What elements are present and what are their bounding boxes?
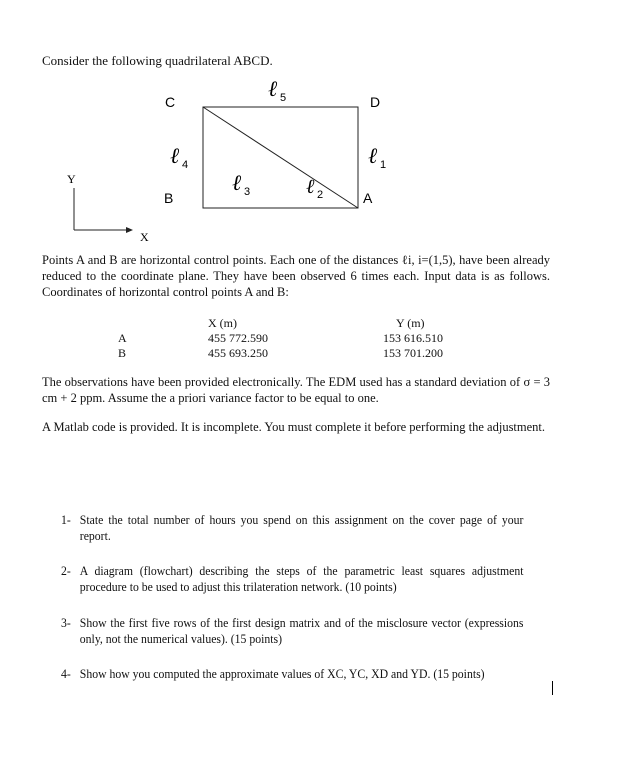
coord-header-x: X (m): [208, 316, 237, 330]
vertex-b-label: B: [164, 190, 174, 206]
task-text: Show the first five rows of the first design matrix and of the misclosure vector (expressions only, not the numerical values). (15 points): [79, 616, 524, 646]
coord-header-y: Y (m): [396, 316, 425, 330]
distance-l2-symbol: ℓ: [306, 174, 315, 198]
distance-l1-sub: 1: [380, 159, 387, 171]
coord-row-x: 455 693.250: [208, 346, 268, 360]
vertex-d-label: D: [370, 94, 381, 110]
vertex-c-label: C: [165, 94, 176, 110]
task-number: 2-: [61, 564, 71, 578]
text-cursor[interactable]: [552, 681, 553, 695]
task-text: State the total number of hours you spend on this assignment on the cover page of your report.: [79, 513, 524, 543]
task-number: 1-: [61, 513, 71, 527]
distance-l5-symbol: ℓ: [268, 77, 278, 102]
x-axis-label: X: [140, 230, 149, 244]
task-list: [61, 0, 524, 771]
distance-l3-symbol: ℓ: [232, 171, 242, 196]
coord-row-x: 455 772.590: [208, 331, 268, 345]
distance-l4-sub: 4: [182, 159, 189, 171]
distance-l4-symbol: ℓ: [170, 144, 180, 169]
coord-row-point: A: [118, 331, 127, 345]
task-number: 3-: [61, 616, 71, 630]
distance-l2-sub: 2: [317, 189, 324, 201]
coord-row-y: 153 701.200: [383, 346, 443, 360]
coord-row-y: 153 616.510: [383, 331, 443, 345]
paragraph-edm-description: The observations have been provided electronically. The EDM used has a standard deviation of σ = 3 cm + 2 ppm. Assume the a priori variance factor to be equal to one.: [42, 375, 550, 405]
y-axis-label: Y: [67, 172, 76, 186]
intro-text: Consider the following quadrilateral ABCD.: [42, 53, 273, 68]
task-number: 4-: [61, 667, 71, 681]
task-text: A diagram (flowchart) describing the steps of the parametric least squares adjustment procedure to be used to adjust this trilateration network. (10 points): [79, 564, 524, 594]
paragraph-input-description: Points A and B are horizontal control points. Each one of the distances ℓi, i=(1,5), have been already reduced to the coordinate plane. They have been observed 6 times each. Input data is as follows. Coordinates of horizontal control points A and B:: [42, 253, 550, 299]
coord-row-point: B: [118, 346, 127, 360]
task-text: Show how you computed the approximate values of XC, YC, XD and YD. (15 points): [79, 667, 485, 681]
paragraph-matlab-note: A Matlab code is provided. It is incomplete. You must complete it before performing the adjustment.: [42, 420, 546, 434]
distance-l3-sub: 3: [244, 186, 251, 198]
vertex-a-label: A: [363, 190, 373, 206]
distance-l1-symbol: ℓ: [368, 144, 378, 169]
distance-l5-sub: 5: [280, 92, 287, 104]
